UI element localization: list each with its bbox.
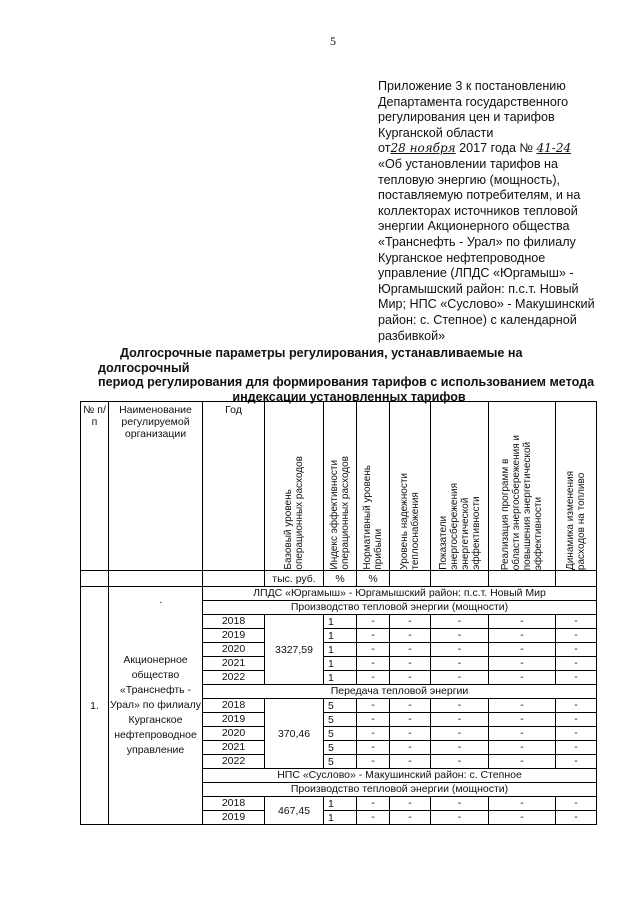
energy-saving-cell: - xyxy=(431,755,489,769)
profit-cell: - xyxy=(357,755,390,769)
col-header-base xyxy=(265,402,324,571)
header-row xyxy=(81,402,597,571)
header-text: операционных расходов xyxy=(340,456,351,570)
group-name: Производство тепловой энергии (мощности) xyxy=(203,601,597,615)
group-name: Производство тепловой энергии (мощности) xyxy=(203,783,597,797)
year-cell: 2018 xyxy=(203,699,265,713)
reliability-cell: - xyxy=(390,797,431,811)
appendix-line: регулирования цен и тарифов xyxy=(378,110,555,125)
appendix-line: Департамента государственного xyxy=(378,94,569,109)
energy-saving-cell: - xyxy=(431,741,489,755)
empty-cell xyxy=(109,571,203,587)
fuel-cell: - xyxy=(556,657,597,671)
profit-cell: - xyxy=(357,615,390,629)
col-header-num: № п/п xyxy=(81,402,109,571)
year-cell: 2018 xyxy=(203,615,265,629)
header-text: Нормативный уровень xyxy=(362,465,373,570)
year-cell: 2019 xyxy=(203,811,265,825)
year-cell: 2020 xyxy=(203,643,265,657)
header-text: повышения энергетической xyxy=(522,441,533,570)
fuel-cell: - xyxy=(556,615,597,629)
energy-saving-cell: - xyxy=(431,615,489,629)
header-text: области энергосбережения и xyxy=(511,434,522,570)
appendix-block xyxy=(378,79,614,344)
appendix-line: Курганской области xyxy=(378,125,494,140)
table-body xyxy=(81,587,597,825)
empty-cell xyxy=(203,571,265,587)
org-dot: · xyxy=(159,596,163,608)
efficiency-cell: 1 xyxy=(324,671,357,685)
unit-profit: % xyxy=(357,571,390,587)
programs-cell: - xyxy=(489,657,556,671)
appendix-line: поставляемую потребителям, и на xyxy=(378,188,581,203)
base-level-cell: 467,45 xyxy=(265,797,324,825)
efficiency-cell: 1 xyxy=(324,629,357,643)
date-mid: 2017 года № xyxy=(459,141,534,156)
energy-saving-cell: - xyxy=(431,713,489,727)
empty-cell xyxy=(431,571,489,587)
efficiency-cell: 1 xyxy=(324,615,357,629)
profit-cell: - xyxy=(357,811,390,825)
programs-cell: - xyxy=(489,797,556,811)
col-header-year: Год xyxy=(203,402,265,571)
efficiency-cell: 5 xyxy=(324,755,357,769)
header-text: прибыли xyxy=(373,529,384,570)
energy-saving-cell: - xyxy=(431,671,489,685)
base-level-cell: 370,46 xyxy=(265,699,324,769)
year-cell: 2021 xyxy=(203,657,265,671)
col-header-reliability xyxy=(390,402,431,571)
reliability-cell: - xyxy=(390,811,431,825)
organization-text: Акционерное общество «Транснефть - Урал» по филиалу Курганское нефтепроводное управление xyxy=(110,654,201,756)
empty-cell xyxy=(81,571,109,587)
programs-cell: - xyxy=(489,741,556,755)
header-text: Реализация программ в xyxy=(500,458,511,570)
empty-cell xyxy=(556,571,597,587)
energy-saving-cell: - xyxy=(431,699,489,713)
empty-cell xyxy=(390,571,431,587)
profit-cell: - xyxy=(357,797,390,811)
efficiency-cell: 1 xyxy=(324,797,357,811)
appendix-line: Юргамышский район: п.с.т. Новый xyxy=(378,281,579,296)
year-cell: 2019 xyxy=(203,629,265,643)
col-header-efficiency xyxy=(324,402,357,571)
col-header-org: Наименование регулируемой организации xyxy=(109,402,203,571)
header-text: расходов на топливо xyxy=(576,472,587,570)
programs-cell: - xyxy=(489,811,556,825)
header-text: энергетической xyxy=(459,498,471,570)
reliability-cell: - xyxy=(390,671,431,685)
title-line: Долгосрочные параметры регулирования, устанавливаемые на долгосрочный xyxy=(98,346,523,375)
header-text: операционных расходов xyxy=(294,456,305,570)
appendix-date-line xyxy=(378,141,614,157)
appendix-line: коллекторах источников тепловой xyxy=(378,203,578,218)
energy-saving-cell: - xyxy=(431,811,489,825)
programs-cell: - xyxy=(489,755,556,769)
fuel-cell: - xyxy=(556,629,597,643)
organization-name xyxy=(109,587,203,825)
parameters-table xyxy=(80,401,597,825)
programs-cell: - xyxy=(489,713,556,727)
header-text: теплоснабжения xyxy=(410,492,421,570)
fuel-cell: - xyxy=(556,755,597,769)
col-header-energy-saving xyxy=(431,402,489,571)
reliability-cell: - xyxy=(390,657,431,671)
col-header-fuel xyxy=(556,402,597,571)
year-cell: 2019 xyxy=(203,713,265,727)
fuel-cell: - xyxy=(556,671,597,685)
appendix-line: разбивкой» xyxy=(378,328,446,343)
profit-cell: - xyxy=(357,643,390,657)
title-line: период регулирования для формирования тарифов с использованием метода xyxy=(98,375,595,389)
site-name: ЛПДС «Юргамыш» - Юргамышский район: п.с.т. Новый Мир xyxy=(203,587,597,601)
appendix-line: Мир; НПС «Суслово» - Макушинский xyxy=(378,297,595,312)
profit-cell: - xyxy=(357,727,390,741)
programs-cell: - xyxy=(489,629,556,643)
year-cell: 2021 xyxy=(203,741,265,755)
appendix-line: район: с. Степное) с календарной xyxy=(378,312,577,327)
date-prefix: от xyxy=(378,141,391,156)
page-number: 5 xyxy=(330,34,336,48)
handwritten-date: 28 ноября xyxy=(390,141,456,156)
units-row xyxy=(81,571,597,587)
efficiency-cell: 5 xyxy=(324,741,357,755)
fuel-cell: - xyxy=(556,811,597,825)
header-text: Базовый уровень xyxy=(283,489,294,570)
fuel-cell: - xyxy=(556,643,597,657)
header-text: эффективности xyxy=(470,496,482,570)
title-line: индексации установленных тарифов xyxy=(232,389,466,404)
header-text: Динамика изменения xyxy=(565,470,576,570)
header-text: энергосбережения xyxy=(448,483,460,570)
header-text: эффективности xyxy=(533,496,544,570)
energy-saving-cell: - xyxy=(431,657,489,671)
header-text: Индекс эффективности xyxy=(329,460,340,570)
fuel-cell: - xyxy=(556,727,597,741)
site-row xyxy=(81,587,597,601)
year-cell: 2020 xyxy=(203,727,265,741)
profit-cell: - xyxy=(357,741,390,755)
profit-cell: - xyxy=(357,671,390,685)
energy-saving-cell: - xyxy=(431,727,489,741)
appendix-line: управление (ЛПДС «Юргамыш» - xyxy=(378,266,574,281)
programs-cell: - xyxy=(489,671,556,685)
reliability-cell: - xyxy=(390,699,431,713)
efficiency-cell: 5 xyxy=(324,727,357,741)
base-level-cell: 3327,59 xyxy=(265,615,324,685)
efficiency-cell: 1 xyxy=(324,811,357,825)
fuel-cell: - xyxy=(556,797,597,811)
group-name: Передача тепловой энергии xyxy=(203,685,597,699)
energy-saving-cell: - xyxy=(431,629,489,643)
reliability-cell: - xyxy=(390,643,431,657)
site-name: НПС «Суслово» - Макушинский район: с. Степное xyxy=(203,769,597,783)
energy-saving-cell: - xyxy=(431,797,489,811)
programs-cell: - xyxy=(489,615,556,629)
profit-cell: - xyxy=(357,713,390,727)
year-cell: 2022 xyxy=(203,755,265,769)
fuel-cell: - xyxy=(556,713,597,727)
col-header-programs xyxy=(489,402,556,571)
energy-saving-cell: - xyxy=(431,643,489,657)
header-text: Уровень надежности xyxy=(399,473,410,570)
appendix-line: «Транснефть - Урал» по филиалу xyxy=(378,234,576,249)
reliability-cell: - xyxy=(390,615,431,629)
appendix-line: тепловую энергию (мощность), xyxy=(378,172,561,187)
profit-cell: - xyxy=(357,657,390,671)
reliability-cell: - xyxy=(390,755,431,769)
efficiency-cell: 1 xyxy=(324,657,357,671)
reliability-cell: - xyxy=(390,629,431,643)
profit-cell: - xyxy=(357,699,390,713)
reliability-cell: - xyxy=(390,713,431,727)
fuel-cell: - xyxy=(556,699,597,713)
row-number: 1. xyxy=(81,587,109,825)
efficiency-cell: 5 xyxy=(324,699,357,713)
programs-cell: - xyxy=(489,727,556,741)
col-header-profit xyxy=(357,402,390,571)
programs-cell: - xyxy=(489,643,556,657)
appendix-line: Курганское нефтепроводное xyxy=(378,250,546,265)
efficiency-cell: 1 xyxy=(324,643,357,657)
reliability-cell: - xyxy=(390,727,431,741)
empty-cell xyxy=(489,571,556,587)
unit-base: тыс. руб. xyxy=(265,571,324,587)
handwritten-number: 41-24 xyxy=(536,141,572,156)
year-cell: 2022 xyxy=(203,671,265,685)
fuel-cell: - xyxy=(556,741,597,755)
header-text: Показатели xyxy=(437,516,449,570)
document-title xyxy=(98,346,600,404)
appendix-line: Приложение 3 к постановлению xyxy=(378,79,566,93)
profit-cell: - xyxy=(357,629,390,643)
reliability-cell: - xyxy=(390,741,431,755)
year-cell: 2018 xyxy=(203,797,265,811)
programs-cell: - xyxy=(489,699,556,713)
unit-efficiency: % xyxy=(324,571,357,587)
efficiency-cell: 5 xyxy=(324,713,357,727)
appendix-line: энергии Акционерного общества xyxy=(378,219,570,234)
appendix-line: «Об установлении тарифов на xyxy=(378,156,559,171)
